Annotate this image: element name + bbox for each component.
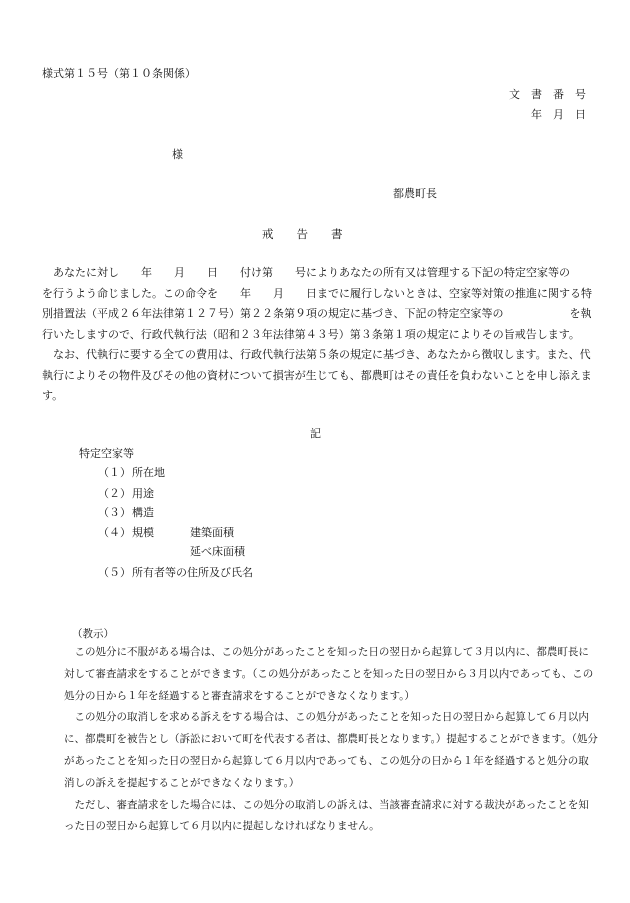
instruction-text — [64, 642, 599, 838]
item-number: （３） — [98, 506, 131, 519]
instruction-paragraph-1: この処分に不服がある場合は、この処分があったことを知った日の翌日から起算して３月以内に、都農町長に対して審査請求をすることができます。（この処分があったことを知った日の翌日から３月以内であっても、この処分の日から１年を経過すると審査請求をすることができなくなります。） — [64, 646, 594, 702]
body-text — [42, 263, 594, 407]
instruction-paragraph-3: ただし、審査請求をした場合には、この処分の取消しの訴えは、当該審査請求に対する裁決があったことを知った日の翌日から起算して６月以内に提起しなければなりません。 — [64, 798, 589, 833]
item-number: （１） — [98, 466, 131, 479]
building-area-label: 建築面積 — [190, 526, 234, 539]
body-paragraph-2: なお、代執行に要する全ての費用は、行政代執行法第５条の規定に基づき、あなたから徴収します。また、代執行によりその物件及びその他の資材について損害が生じても、都農町はその責任を負わないことを申し添えます。 — [42, 348, 592, 402]
body-paragraph-1: あなたに対し 年 月 日 付け第 号によりあなたの所有又は管理する下記の特定空家等の を行うよう命じました。この命令を 年 月 日までに履行しないときは、空家等対策の推進に関する特別措置法（平成２６年法律第１２７号）第２２条第９項の規定に基づき、下記の特定空家等の を執行いたしますので、行政代執行法（昭和２３年法律第４３号）第３条第１項の規定によりその旨戒告します。 — [42, 266, 592, 341]
date-label: 年 月 日 — [531, 108, 586, 121]
item-label: 規模 — [132, 526, 154, 539]
item-label: 所在地 — [132, 466, 165, 479]
form-number: 様式第１５号（第１０条関係） — [42, 67, 196, 80]
ki-heading: 記 — [310, 427, 321, 440]
item-label: 用途 — [132, 487, 154, 500]
item-number: （５） — [98, 566, 131, 579]
item-number: （２） — [98, 487, 131, 500]
item-label: 構造 — [132, 506, 154, 519]
instruction-heading: （教示） — [72, 628, 114, 640]
document-number-label: 文 書 番 号 — [509, 88, 586, 101]
total-floor-area-label: 延べ床面積 — [190, 545, 245, 558]
item-label: 所有者等の住所及び氏名 — [132, 566, 253, 579]
property-heading: 特定空家等 — [79, 447, 134, 460]
issuer-name: 都農町長 — [393, 187, 437, 200]
instruction-paragraph-2: この処分の取消しを求める訴えをする場合は、この処分があったことを知った日の翌日から起算して６月以内に、都農町を被告とし（訴訟において町を代表する者は、都農町長となります。）提起することができます。（処分があったことを知った日の翌日から起算して６月以内であっても、この処分の日から１年を経過すると処分の取消しの訴えを提起することができなくなります。） — [64, 711, 598, 789]
document-title: 戒 告 書 — [262, 227, 343, 241]
recipient-honorific: 様 — [172, 148, 183, 161]
item-number: （４） — [98, 526, 131, 539]
